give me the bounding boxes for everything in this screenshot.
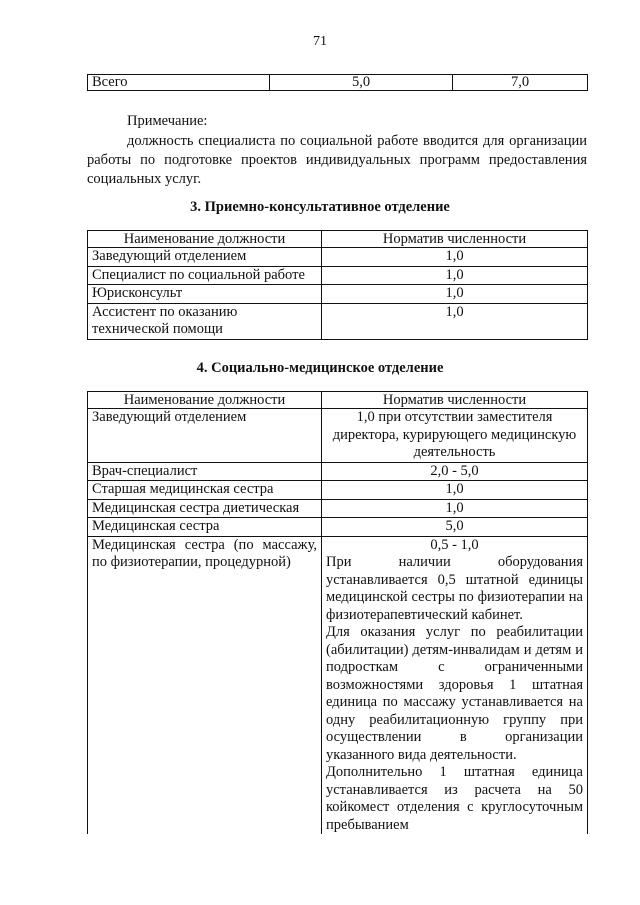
- table-row: [88, 75, 588, 91]
- position-cell: Медицинская сестра: [88, 518, 322, 537]
- table-row: [88, 481, 588, 500]
- position-cell: Ассистент по оказанию технической помощи: [88, 303, 322, 339]
- table-row: [88, 285, 588, 304]
- norm-cell: 1,0: [322, 285, 588, 304]
- header-position: Наименование должности: [88, 392, 322, 409]
- section-4-table: [87, 391, 588, 834]
- table-header-row: [88, 231, 588, 248]
- norm-note: Дополнительно 1 штатная единица устанавливается из расчета на 50 койкомест отделения с круглосуточным пребыванием: [326, 764, 583, 833]
- position-cell: Юрисконсульт: [88, 285, 322, 304]
- table-row: [88, 248, 588, 267]
- total-label: Всего: [88, 75, 270, 91]
- total-value-1: 5,0: [270, 75, 453, 91]
- table-row: [88, 499, 588, 518]
- table-header-row: [88, 392, 588, 409]
- table-row: [88, 536, 588, 834]
- position-cell: Заведующий отделением: [88, 248, 322, 267]
- norm-cell: 1,0: [322, 266, 588, 285]
- section-4-title: 4. Социально-медицинское отделение: [196, 360, 444, 376]
- table-row: [88, 462, 588, 481]
- table-row: [88, 303, 588, 339]
- table-row: [88, 409, 588, 463]
- position-cell: Заведующий отделением: [88, 409, 322, 463]
- norm-notes-cell: [322, 536, 588, 834]
- table-row: [88, 518, 588, 537]
- page-number: 71: [313, 34, 327, 49]
- norm-cell: 1,0: [322, 248, 588, 267]
- note-title: Примечание:: [127, 113, 208, 129]
- norm-cell: 1,0 при отсутствии заместителя директора, курирующего медицинскую деятельность: [322, 409, 588, 463]
- position-cell: Медицинская сестра диетическая: [88, 499, 322, 518]
- total-value-2: 7,0: [453, 75, 588, 91]
- norm-note: Для оказания услуг по реабилитации (абилитации) детям-инвалидам и детям и подросткам с ограниченными возможностями здоровья 1 штатная единица по массажу устанавливается на одну реабилитационную группу при осуществлении в организации указанного вида деятельности.: [326, 624, 583, 763]
- header-norm: Норматив численности: [322, 392, 588, 409]
- norm-cell: 1,0: [322, 499, 588, 518]
- note-text: должность специалиста по социальной работе вводится для организации работы по подготовке проектов индивидуальных программ предоставления социальных услуг.: [87, 133, 587, 187]
- position-cell: Медицинская сестра (по массажу, по физиотерапии, процедурной): [88, 536, 322, 834]
- header-position: Наименование должности: [88, 231, 322, 248]
- section-3-table: [87, 230, 588, 340]
- norm-cell: 5,0: [322, 518, 588, 537]
- position-cell: Специалист по социальной работе: [88, 266, 322, 285]
- note-block: [87, 112, 587, 189]
- norm-value: 0,5 - 1,0: [430, 536, 479, 553]
- section-3-title: 3. Приемно-консультативное отделение: [190, 199, 450, 215]
- position-cell: Врач-специалист: [88, 462, 322, 481]
- header-norm: Норматив численности: [322, 231, 588, 248]
- position-cell: Старшая медицинская сестра: [88, 481, 322, 500]
- norm-cell: 1,0: [322, 481, 588, 500]
- total-table: [87, 74, 588, 91]
- norm-cell: 2,0 - 5,0: [322, 462, 588, 481]
- norm-cell: 1,0: [322, 303, 588, 339]
- norm-note: При наличии оборудования устанавливается 0,5 штатной единицы медицинской сестры по физиотерапии на физиотерапевтический кабинет.: [326, 554, 583, 623]
- table-row: [88, 266, 588, 285]
